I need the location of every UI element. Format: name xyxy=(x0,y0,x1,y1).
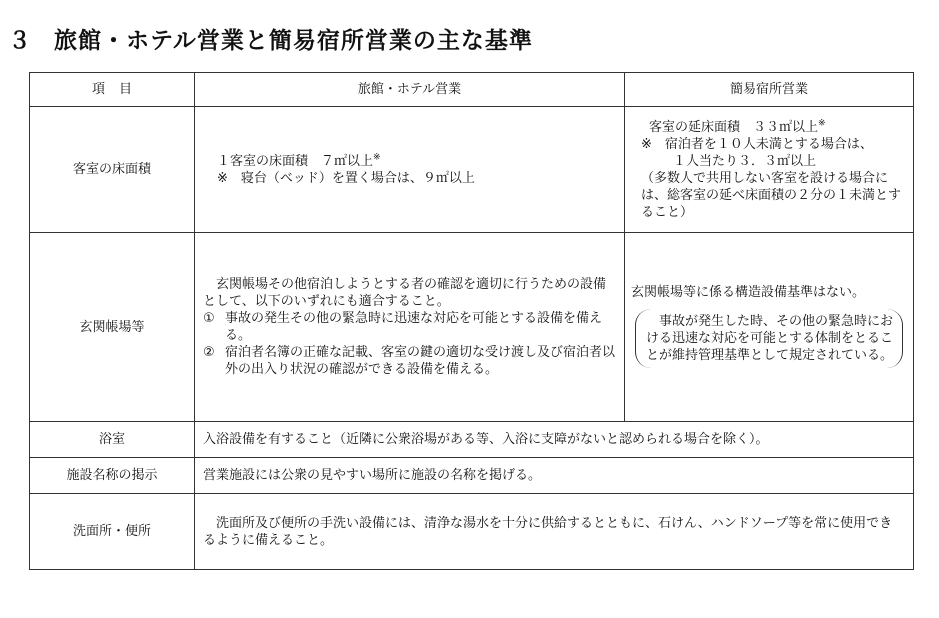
cell-bath xyxy=(195,422,914,458)
front-kan-i-main: 玄関帳場等に係る構造設備基準はない。 xyxy=(631,285,866,300)
label-washroom: 洗面所・便所 xyxy=(30,494,195,570)
row-signage xyxy=(30,458,914,494)
label-signage: 施設名称の掲示 xyxy=(30,458,195,494)
section-number: ３ xyxy=(8,28,32,54)
page-title xyxy=(8,22,533,55)
floor-kan-i-line1: 客室の延床面積 ３３㎡以上※ xyxy=(649,118,826,135)
row-front-desk xyxy=(30,233,914,422)
floor-ryokan-line2: ※ 寝台（ベッド）を置く場合は、９㎡以上 xyxy=(217,170,475,186)
front-ryokan-item2: ② 宿泊者名簿の正確な記載、客室の鍵の適切な受け渡し及び宿泊者以外の出入り状況の確認ができる設備を備える。 xyxy=(203,345,616,377)
label-bath: 浴室 xyxy=(30,422,195,458)
cell-front-ryokan xyxy=(195,233,625,422)
label-floor-area: 客室の床面積 xyxy=(30,107,195,233)
floor-kan-i-line4: （多数人で共用しない客室を設ける場合には、総客室の延べ床面積の２分の１未満とすること） xyxy=(641,170,902,220)
front-kan-i-note: 事故が発生した時、その他の緊急時における迅速な対応を可能とする体制をとることが維持管理基準として規定されている。 xyxy=(646,314,894,363)
note-mark: ※ xyxy=(373,152,381,163)
signage-text: 営業施設には公衆の見やすい場所に施設の名称を掲げる。 xyxy=(203,468,542,483)
row-washroom xyxy=(30,494,914,570)
bath-text: 入浴設備を有すること（近隣に公衆浴場がある等、入浴に支障がないと認められる場合を除く）。 xyxy=(203,432,769,447)
cell-washroom xyxy=(195,494,914,570)
cell-floor-ryokan xyxy=(195,107,625,233)
washroom-text: 洗面所及び便所の手洗い設備には、清浄な湯水を十分に供給するとともに、石けん、ハンドソープ等を常に使用できるように備えること。 xyxy=(203,515,893,548)
section-title: 旅館・ホテル営業と簡易宿所営業の主な基準 xyxy=(54,28,533,54)
row-bath xyxy=(30,422,914,458)
front-ryokan-intro: 玄関帳場その他宿泊しようとする者の確認を適切に行うための設備として、以下のいずれにも適合すること。 xyxy=(203,277,607,309)
cell-signage xyxy=(195,458,914,494)
standards-table xyxy=(29,72,914,570)
floor-ryokan-line1: １客室の床面積 ７㎡以上※ xyxy=(217,152,381,169)
label-front-desk: 玄関帳場等 xyxy=(30,233,195,422)
header-ryokan-hotel: 旅館・ホテル営業 xyxy=(195,73,625,107)
cell-floor-kan-i xyxy=(625,107,914,233)
front-ryokan-item1: ① 事故の発生その他の緊急時に迅速な対応を可能とする設備を備える。 xyxy=(203,311,603,343)
header-item: 項目 xyxy=(30,73,195,107)
front-kan-i-note-bracket xyxy=(635,309,903,368)
header-kan-i-shukusho: 簡易宿所営業 xyxy=(625,73,914,107)
cell-front-kan-i xyxy=(625,233,914,422)
floor-kan-i-line2: ※ 宿泊者を１０人未満とする場合は、 xyxy=(641,136,873,152)
header-row xyxy=(30,73,914,107)
note-mark: ※ xyxy=(818,118,826,129)
floor-kan-i-line3: １人当たり３．３㎡以上 xyxy=(673,153,817,169)
row-floor-area xyxy=(30,107,914,233)
